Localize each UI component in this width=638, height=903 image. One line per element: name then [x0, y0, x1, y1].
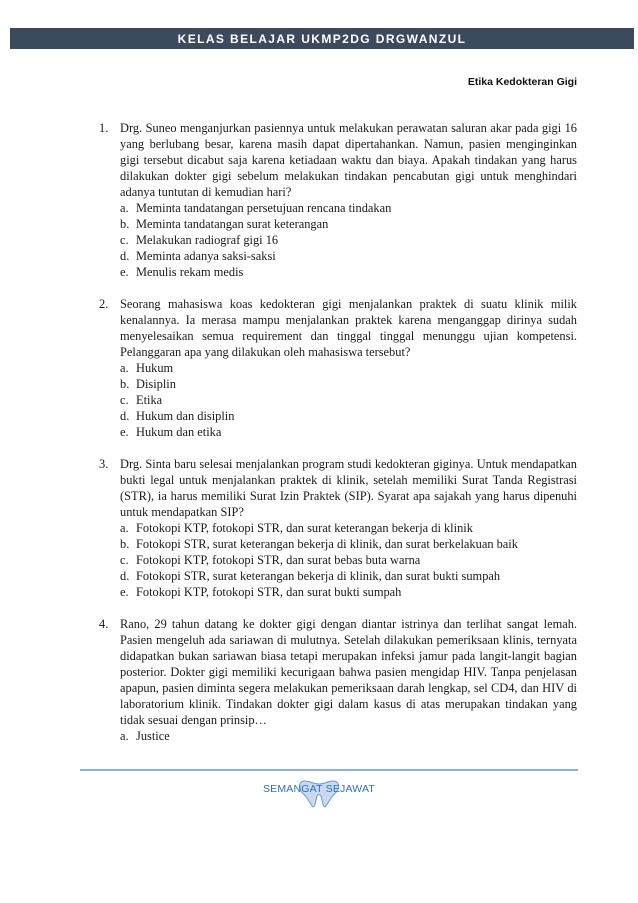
option-item: [120, 552, 577, 568]
option-text: Meminta tandatangan surat keterangan: [136, 217, 329, 231]
question-list: [99, 120, 577, 760]
option-letter: e.: [120, 585, 129, 599]
question-text: Seorang mahasiswa koas kedokteran gigi menjalankan praktek di suatu klinik milik kenalannya. Ia merasa mampu menjalankan praktek karena menganggap dirinya sudah menyelesaikan semua requirement dan tinggal tinggal menunggu ujian kompetensi. Pelanggaran apa yang dilakukan oleh mahasiswa tersebut?: [120, 297, 577, 359]
option-item: [120, 568, 577, 584]
option-letter: c.: [120, 233, 129, 247]
option-item: [120, 520, 577, 536]
footer-text: SEMANGAT SEJAWAT: [262, 783, 376, 795]
header-bar: [10, 28, 634, 49]
option-item: [120, 264, 577, 280]
option-item: [120, 248, 577, 264]
question-item: [99, 456, 577, 600]
option-letter: a.: [120, 729, 129, 743]
option-text: Justice: [136, 729, 170, 743]
option-text: Fotokopi STR, surat keterangan bekerja di klinik, dan surat bukti sumpah: [136, 569, 501, 583]
option-letter: a.: [120, 521, 129, 535]
header-title: KELAS BELAJAR UKMP2DG DRGWANZUL: [177, 31, 467, 46]
footer-divider: [80, 769, 578, 771]
option-text: Fotokopi KTP, fotokopi STR, dan surat bukti sumpah: [136, 585, 402, 599]
question-number: 3.: [99, 457, 109, 471]
question-number: 2.: [99, 297, 109, 311]
option-text: Menulis rekam medis: [136, 265, 244, 279]
option-text: Fotokopi KTP, fotokopi STR, dan surat bebas buta warna: [136, 553, 421, 567]
question-text: Drg. Suneo menganjurkan pasiennya untuk melakukan perawatan saluran akar pada gigi 16 yang berlubang besar, karena masih dapat dipertahankan. Namun, pasien menginginkan gigi tersebut dicabut saja karena ketiadaan waktu dan biaya. Apakah tindakan yang harus dilakukan dokter gigi sebelum melakukan tindakan pencabutan gigi untuk menghindari adanya tuntutan di kemudian hari?: [120, 121, 577, 199]
subject-title: Etika Kedokteran Gigi: [467, 76, 577, 88]
option-list: [120, 360, 577, 440]
option-letter: e.: [120, 265, 129, 279]
option-letter: b.: [120, 217, 130, 231]
option-item: [120, 584, 577, 600]
option-text: Hukum dan disiplin: [136, 409, 235, 423]
question-number: 4.: [99, 617, 109, 631]
option-item: [120, 392, 577, 408]
option-list: [120, 200, 577, 280]
option-letter: b.: [120, 377, 130, 391]
question-text: Drg. Sinta baru selesai menjalankan program studi kedokteran giginya. Untuk mendapatkan bukti legal untuk menjalankan praktek di klinik, setelah memiliki Surat Tanda Registrasi (STR), ia harus memiliki Surat Izin Praktek (SIP). Syarat apa sajakah yang harus dipenuhi untuk mendapatkan SIP?: [120, 457, 577, 519]
option-letter: a.: [120, 361, 129, 375]
option-letter: c.: [120, 553, 129, 567]
question-item: [99, 296, 577, 440]
option-text: Melakukan radiograf gigi 16: [136, 233, 279, 247]
option-letter: b.: [120, 537, 130, 551]
option-item: [120, 376, 577, 392]
option-letter: d.: [120, 569, 130, 583]
question-item: [99, 120, 577, 280]
option-item: [120, 424, 577, 440]
option-text: Disiplin: [136, 377, 176, 391]
option-list: [120, 728, 577, 744]
option-letter: d.: [120, 409, 130, 423]
option-letter: a.: [120, 201, 129, 215]
option-letter: c.: [120, 393, 129, 407]
option-item: [120, 536, 577, 552]
option-text: Hukum dan etika: [136, 425, 222, 439]
option-text: Fotokopi KTP, fotokopi STR, dan surat keterangan bekerja di klinik: [136, 521, 473, 535]
option-list: [120, 520, 577, 600]
option-item: [120, 216, 577, 232]
option-letter: e.: [120, 425, 129, 439]
option-text: Fotokopi STR, surat keterangan bekerja di klinik, dan surat berkelakuan baik: [136, 537, 518, 551]
option-text: Etika: [136, 393, 163, 407]
option-text: Meminta tandatangan persetujuan rencana tindakan: [136, 201, 392, 215]
option-item: [120, 408, 577, 424]
option-item: [120, 728, 577, 744]
question-number: 1.: [99, 121, 109, 135]
question-text: Rano, 29 tahun datang ke dokter gigi dengan diantar istrinya dan terlihat sangat lemah. Pasien mengeluh ada sariawan di mulutnya. Setelah dilakukan pemeriksaan klinis, ternyata didapatkan bukan sariawan biasa tetapi merupakan infeksi jamur pada langit-langit bagian posterior. Dokter gigi memiliki kecurigaan bahwa pasien mengidap HIV. Tanpa penjelasan apapun, pasien diminta segera melakukan pemeriksaan darah lengkap, sel CD4, dan HIV di laboratorium klinik. Tindakan dokter gigi dalam kasus di atas merupakan tindakan yang tidak sesuai dengan prinsip…: [120, 617, 577, 727]
option-item: [120, 232, 577, 248]
option-item: [120, 360, 577, 376]
option-text: Meminta adanya saksi-saksi: [136, 249, 276, 263]
option-item: [120, 200, 577, 216]
option-letter: d.: [120, 249, 130, 263]
question-item: [99, 616, 577, 744]
option-text: Hukum: [136, 361, 174, 375]
